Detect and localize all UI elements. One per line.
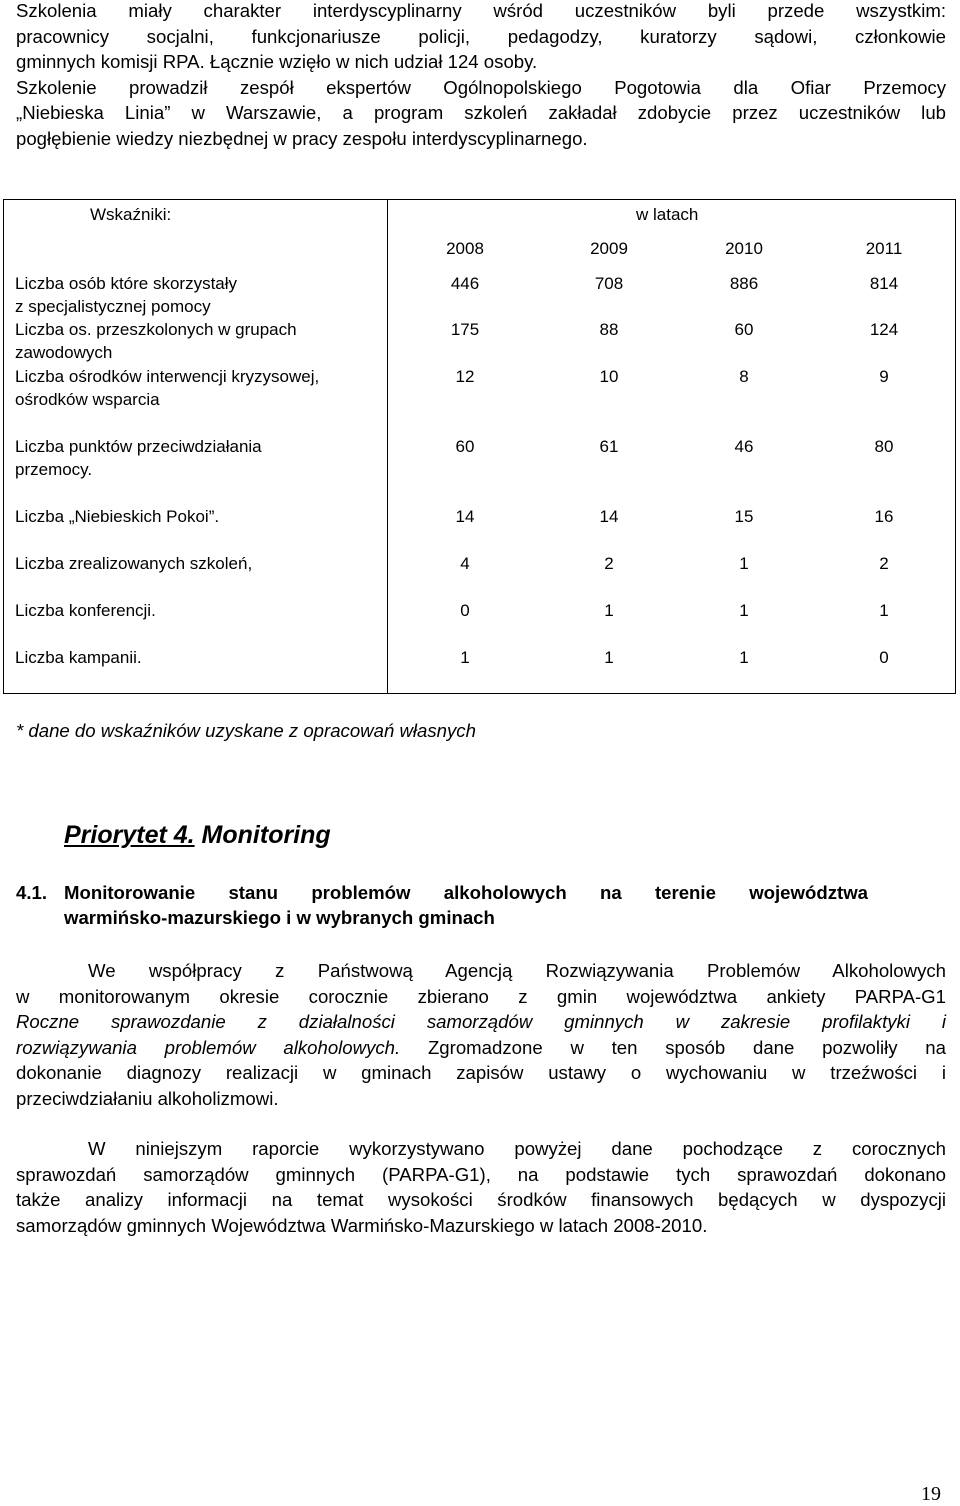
table-cell-value: 8 [739, 367, 749, 386]
table-cell-value: 1 [460, 648, 470, 667]
table-cell-value: 4 [460, 554, 470, 573]
year-header: 2008 [446, 239, 484, 258]
intro-line: gminnych komisji RPA. Łącznie wzięło w nich udział 124 osoby. [16, 51, 538, 72]
row-label: Liczba kampanii. [15, 648, 142, 667]
table-cell-value: 1 [604, 601, 614, 620]
row-label: zawodowych [15, 342, 113, 362]
paragraph-line: Roczne sprawozdanie z działalności samorządów gminnych w zakresie profilaktyki i [16, 1011, 946, 1032]
table-cell-value: 0 [879, 648, 889, 667]
table-cell-value: 708 [594, 274, 624, 293]
page-number: 19 [921, 1483, 941, 1505]
table-cell-value: 14 [455, 507, 475, 526]
priority-heading [64, 821, 331, 850]
paragraph-line: przeciwdziałaniu alkoholizmowi. [16, 1087, 279, 1109]
table-cell-value: 1 [739, 648, 749, 667]
table-cell-value: 1 [739, 554, 749, 573]
table-cell-value: 814 [869, 274, 899, 293]
table-cell-value: 46 [734, 437, 754, 456]
section-title-line: warmińsko-mazurskiego i w wybranych gminach [64, 907, 495, 928]
paragraph-line: sprawozdań samorządów gminnych (PARPA-G1), na podstawie tych sprawozdań dokonano [16, 1163, 946, 1185]
intro-paragraph [16, 0, 946, 151]
table-cell-value: 2 [879, 554, 889, 573]
table-cell-value: 1 [739, 601, 749, 620]
monitoring-paragraph [16, 958, 946, 1111]
row-label: ośrodków wsparcia [15, 389, 160, 409]
intro-line: „Niebieska Linia” w Warszawie, a program szkoleń zakładał zdobycie przez uczestników lub [16, 102, 946, 123]
report-paragraph [16, 1136, 946, 1238]
paragraph-line: także analizy informacji na temat wysokości środków finansowych będących w dyspozycji [16, 1189, 946, 1210]
row-label: Liczba konferencji. [15, 601, 156, 620]
table-cell-value: 10 [599, 367, 619, 386]
table-divider [387, 200, 388, 693]
paragraph-line: We współpracy z Państwową Agencją Rozwiązywania Problemów Alkoholowych [88, 960, 946, 981]
table-cell-value: 12 [455, 367, 475, 386]
table-cell-value: 175 [450, 320, 480, 339]
table-cell-value: 88 [599, 320, 619, 339]
row-label: Liczba ośrodków interwencji kryzysowej, [15, 367, 320, 386]
paragraph-line [16, 1035, 946, 1061]
table-cell-value: 124 [869, 320, 899, 339]
intro-line: pracownicy socjalni, funkcjonariusze policji, pedagodzy, kuratorzy sądowi, członkowie [16, 25, 946, 47]
year-header: 2009 [590, 239, 628, 258]
year-header: 2010 [725, 239, 763, 258]
table-cell-value: 9 [879, 367, 889, 386]
table-cell-value: 80 [874, 437, 894, 456]
table-header-label: Wskaźniki: [90, 205, 172, 224]
row-label: Liczba osób które skorzystały [15, 274, 238, 293]
table-header-years: w latach [636, 205, 699, 224]
table-cell-value: 60 [734, 320, 754, 339]
row-label: Liczba zrealizowanych szkoleń, [15, 554, 253, 573]
paragraph-line: W niniejszym raporcie wykorzystywano powyżej dane pochodzące z corocznych [88, 1138, 946, 1159]
table-cell-value: 1 [879, 601, 889, 620]
table-cell-value: 60 [455, 437, 475, 456]
priority-title: Monitoring [194, 821, 331, 849]
row-label: Liczba punktów przeciwdziałania [15, 437, 262, 456]
row-label: Liczba „Niebieskich Pokoi”. [15, 507, 220, 526]
paragraph-line: dokonanie diagnozy realizacji w gminach zapisów ustawy o wychowaniu w trzeźwości i [16, 1062, 946, 1083]
table-cell-value: 61 [599, 437, 619, 456]
table-cell-value: 2 [604, 554, 614, 573]
intro-line: Szkolenie prowadził zespół ekspertów Ogólnopolskiego Pogotowia dla Ofiar Przemocy [16, 76, 946, 98]
intro-line: pogłębienie wiedzy niezbędnej w pracy zespołu interdyscyplinarnego. [16, 127, 588, 149]
table-cell-value: 16 [874, 507, 894, 526]
year-header: 2011 [865, 239, 903, 258]
table-cell-value: 14 [599, 507, 619, 526]
indicators-table [3, 199, 956, 694]
row-label: Liczba os. przeszkolonych w grupach [15, 320, 297, 339]
table-cell-value: 446 [450, 274, 480, 293]
table-cell-value: 0 [460, 601, 470, 620]
section-number: 4.1. [16, 882, 48, 903]
section-title-line: Monitorowanie stanu problemów alkoholowych na terenie województwa [64, 882, 868, 903]
priority-number: Priorytet 4. [64, 821, 195, 849]
intro-line: Szkolenia miały charakter interdyscyplinarny wśród uczestników byli przede wszystkim: [16, 0, 946, 21]
italic-fragment: rozwiązywania problemów alkoholowych. [16, 1036, 401, 1058]
table-footnote: * dane do wskaźników uzyskane z opracowań własnych [16, 720, 476, 741]
table-cell-value: 886 [729, 274, 759, 293]
row-label: przemocy. [15, 459, 93, 479]
table-cell-value: 15 [734, 507, 754, 526]
paragraph-line: samorządów gminnych Województwa Warmińsko-Mazurskiego w latach 2008-2010. [16, 1214, 708, 1236]
row-label: z specjalistycznej pomocy [15, 296, 211, 316]
table-cell-value: 1 [604, 648, 614, 667]
paragraph-line: w monitorowanym okresie corocznie zbierano z gmin województwa ankiety PARPA-G1 [16, 985, 946, 1007]
text-fragment: Zgromadzone w ten sposób dane pozwoliły na [400, 1036, 946, 1058]
